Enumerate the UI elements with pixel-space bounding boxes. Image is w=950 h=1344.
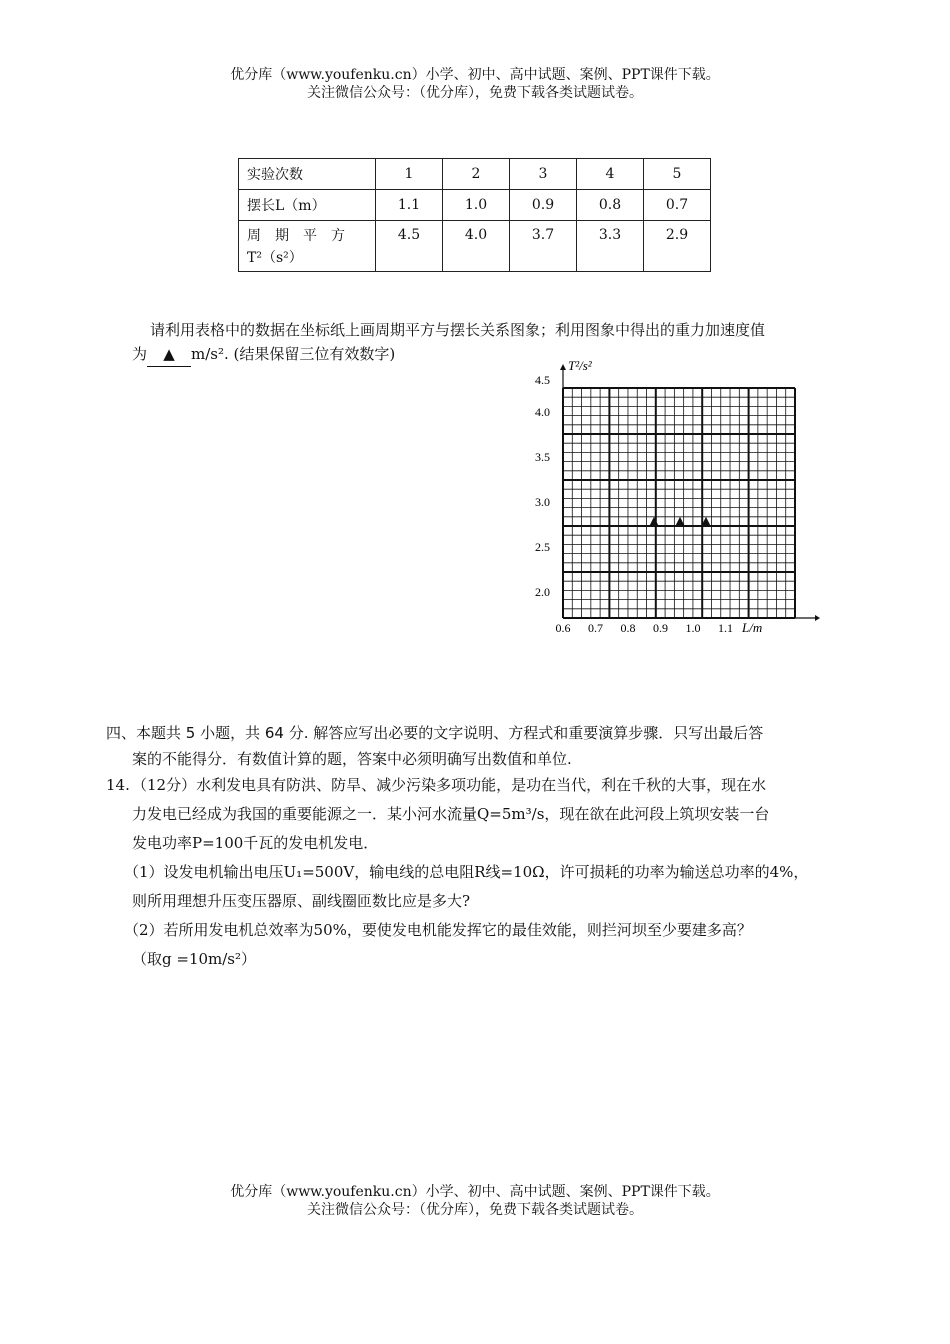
question-number: 14. [106, 776, 130, 794]
experiment-table [238, 158, 711, 272]
table-cell: 1.1 [376, 190, 443, 221]
header-line-2: 关注微信公众号：（优分库），免费下载各类试题试卷。 [307, 85, 643, 101]
y-tick-label: 3.5 [535, 450, 550, 464]
x-tick-label: 1.1 [718, 621, 733, 635]
row-label-length: 摆长L（m） [239, 190, 376, 221]
q14-part1-line-2: 则所用理想升压变压器原、副线圈匝数比应是多大? [132, 892, 471, 910]
chart-ticks [535, 373, 733, 635]
x-axis-arrow [815, 615, 820, 621]
instruction-line-1: 请利用表格中的数据在坐标纸上画周期平方与摆长关系图象；利用图象中得出的重力加速度值 [150, 321, 766, 339]
q14-part2-line-1: （2）若所用发电机总效率为50%，要使发电机能发挥它的最佳效能，则拦河坝至少要建多高？ [124, 921, 752, 939]
q14-part1-line-1: （1）设发电机输出电压U₁=500V，输电线的总电阻R线=10Ω，许可损耗的功率为输送总功率的4%， [124, 863, 809, 881]
table-cell: 0.8 [577, 190, 644, 221]
header-line-1: 优分库（www.youfenku.cn）小学、初中、高中试题、案例、PPT课件下载。 [230, 67, 720, 83]
row-label-period-b: T²（s²） [247, 250, 303, 266]
table-cell: 3.7 [510, 221, 577, 272]
y-tick-label: 4.0 [535, 405, 550, 419]
table-cell: 3 [510, 159, 577, 190]
table-cell: 4.0 [443, 221, 510, 272]
section-4-line-1: 四、本题共 5 小题，共 64 分. 解答应写出必要的文字说明、方程式和重要演算步骤．只写出最后答 [106, 724, 764, 742]
footer-line-2: 关注微信公众号：（优分库），免费下载各类试题试卷。 [307, 1202, 643, 1218]
table-cell: 3.3 [577, 221, 644, 272]
footer-line-1: 优分库（www.youfenku.cn）小学、初中、高中试题、案例、PPT课件下载。 [230, 1184, 720, 1200]
y-axis-label: T²/s² [568, 358, 592, 373]
table-cell: 2 [443, 159, 510, 190]
row-label-period [239, 221, 376, 272]
x-tick-label: 0.7 [588, 621, 603, 635]
q14-line-3: 发电功率P=100千瓦的发电机发电． [132, 834, 379, 852]
table-cell: 1.0 [443, 190, 510, 221]
x-tick-label: 0.8 [620, 621, 636, 635]
instruction-suffix: m/s². (结果保留三位有效数字) [191, 345, 396, 363]
y-tick-label: 3.0 [535, 495, 550, 509]
row-label-trial: 实验次数 [239, 159, 376, 190]
q14-line-2: 力发电已经成为我国的重要能源之一．某小河水流量Q=5m³/s，现在欲在此河段上筑坝安装一台 [132, 805, 770, 823]
y-tick-label: 4.5 [535, 373, 550, 387]
answer-blank: ▲ [147, 342, 191, 367]
x-tick-label: 0.9 [653, 621, 668, 635]
table-cell: 2.9 [644, 221, 711, 272]
table-cell: 4 [577, 159, 644, 190]
graph-paper-chart [520, 350, 830, 650]
instruction-prefix: 为 [132, 345, 148, 363]
x-axis-label: L/m [742, 620, 763, 635]
table-cell: 1 [376, 159, 443, 190]
y-tick-label: 2.5 [535, 540, 550, 554]
instruction-line-2 [132, 342, 395, 367]
table-row [239, 190, 711, 221]
table-cell: 5 [644, 159, 711, 190]
table-row [239, 221, 711, 272]
chart-grid [563, 388, 795, 618]
table-row [239, 159, 711, 190]
data-point-marker [649, 517, 659, 527]
q14-line-1: （12分）水利发电具有防洪、防旱、减少污染多项功能，是功在当代，利在千秋的大事，现在水 [132, 776, 767, 794]
chart-axes [560, 364, 820, 621]
x-tick-label: 1.0 [685, 621, 701, 635]
q14-part2-line-2: （取g =10m/s²） [132, 950, 257, 968]
y-tick-label: 2.0 [535, 585, 550, 599]
x-tick-label: 0.6 [555, 621, 571, 635]
page-header [0, 66, 950, 102]
table-cell: 0.9 [510, 190, 577, 221]
table-cell: 0.7 [644, 190, 711, 221]
y-axis-arrow [560, 364, 566, 370]
page-footer [0, 1183, 950, 1219]
section-4-line-2: 案的不能得分．有数值计算的题，答案中必须明确写出数值和单位. [132, 750, 572, 768]
table-cell: 4.5 [376, 221, 443, 272]
section-4-instructions [106, 720, 846, 772]
row-label-period-a: 周 期 平 方 [247, 228, 345, 244]
